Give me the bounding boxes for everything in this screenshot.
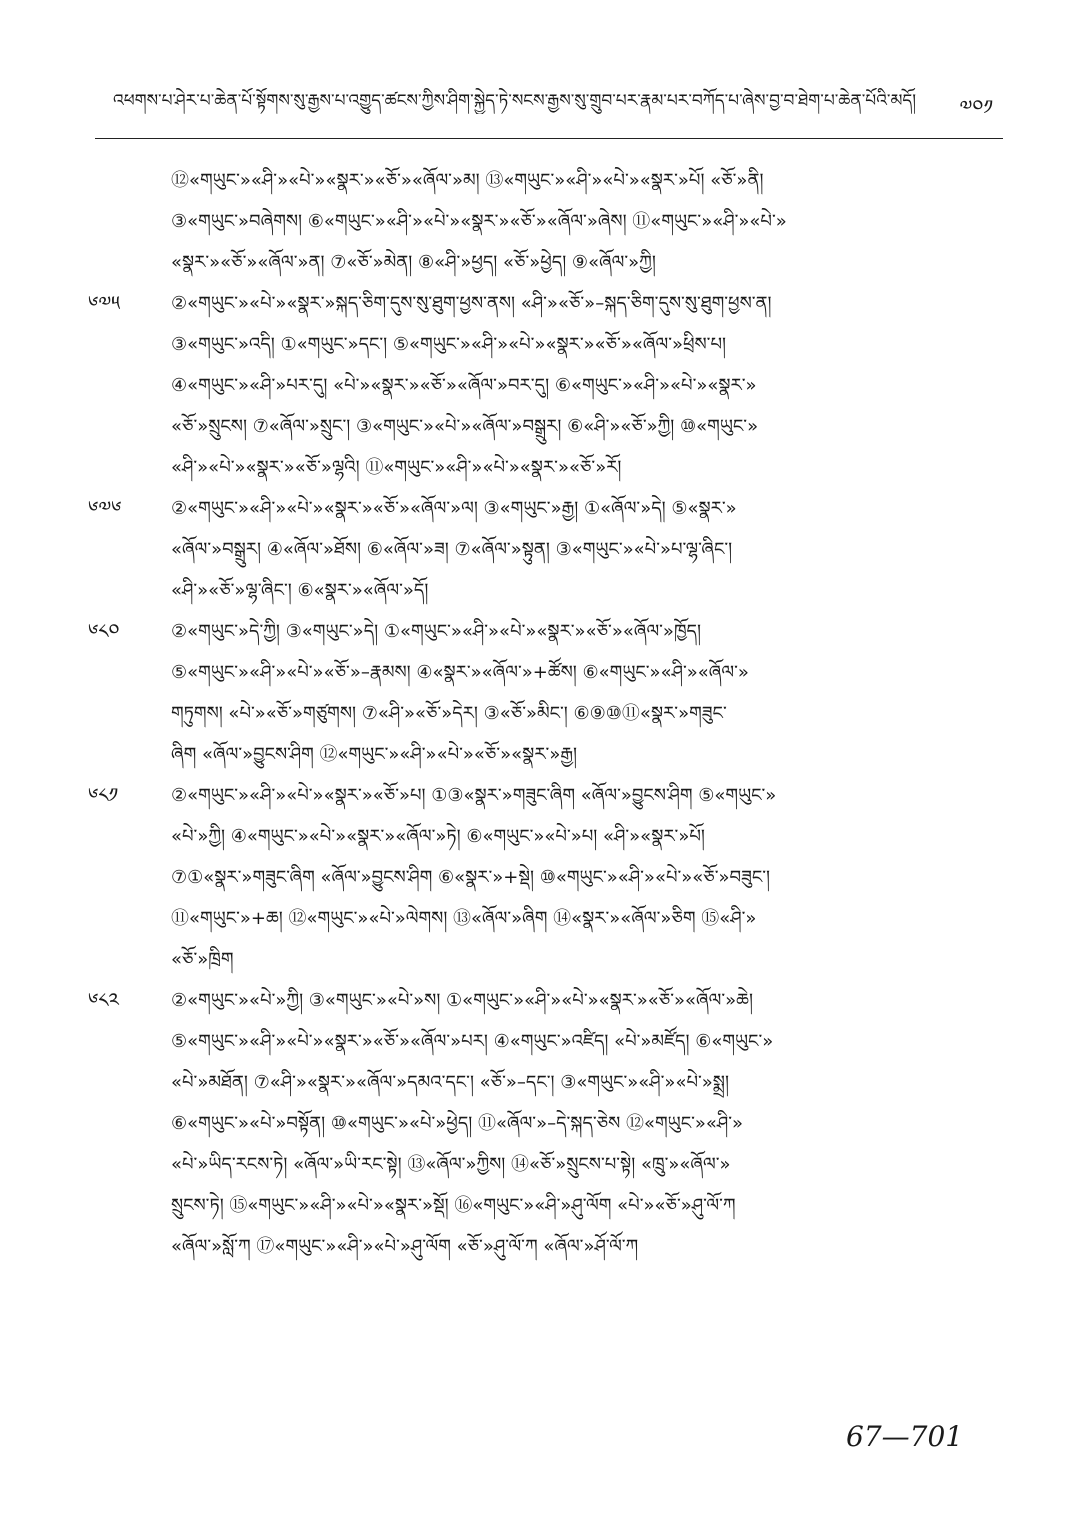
entry-line: ⑥«གཡུང་»«པེ་»བསྟོན། ⑩«གཡུང་»«པེ་»ཕྱེད། ⑪«ཞོལ་»–དེ་སྐད་ཅེས ⑫«གཡུང་»«ཤི་» — [171, 1113, 744, 1134]
header-rule — [95, 138, 1003, 139]
entry-number: ༦༧༥ — [88, 291, 121, 315]
entry-number: ༦༨༠ — [88, 619, 120, 643]
note-entry — [88, 980, 988, 1267]
entry-number: ༦༨༡ — [88, 783, 119, 807]
entry-line: སྲུངས་ཏེ། ⑮«གཡུང་»«ཤི་»«པེ་»«སྣར་»སྡོ། ⑯«གཡུང་»«ཤི་»ཤུ་ལོག «པེ་»«ཅོ་»ཤུ་ལོ་ཀ — [171, 1195, 736, 1216]
entry-number: ༦༨༢ — [88, 988, 119, 1012]
entry-line: «ཤི་»«པེ་»«སྣར་»«ཅོ་»ལྷའི། ⑪«གཡུང་»«ཤི་»«པེ་»«སྣར་»«ཅོ་»རོ། — [171, 457, 622, 478]
entry-number: ༦༧༦ — [88, 496, 122, 520]
entry-line: «ཅོ་»ཁྲིག — [171, 949, 234, 970]
entry-line: «ཤི་»«ཅོ་»ལྷ་ཞིང་། ⑥«སྣར་»«ཞོལ་»དོ། — [171, 580, 429, 601]
entry-line: ②«གཡུང་»«ཤི་»«པེ་»«སྣར་»«ཅོ་»«ཞོལ་»ལ། ③«གཡུང་»རྒྱ། ①«ཞོལ་»དེ། ⑤«སྣར་» — [171, 498, 737, 519]
entry-line: གཏུགས། «པེ་»«ཅོ་»གཙུགས། ⑦«ཤི་»«ཅོ་»དེར། ③«ཅོ་»མིང་། ⑥⑨⑩⑪«སྣར་»གཟུང་ — [171, 703, 727, 724]
entry-line: ⑪«གཡུང་»+ཆ། ⑫«གཡུང་»«པེ་»ལེགས། ⑬«ཞོལ་»ཞིག ⑭«སྣར་»«ཞོལ་»ཅིག ⑮«ཤི་» — [171, 908, 757, 929]
entry-line: ②«གཡུང་»«པེ་»ཀྱི། ③«གཡུང་»«པེ་»ས། ①«གཡུང་»«ཤི་»«པེ་»«སྣར་»«ཅོ་»«ཞོལ་»ཆེ། — [171, 990, 753, 1011]
header-page-number: ༧༠༡ — [959, 95, 993, 114]
entry-line: «ཞོལ་»བསྒྲུར། ④«ཞོལ་»ཐོས། ⑥«ཞོལ་»ཟ། ⑦«ཞོལ་»སྟུན། ③«གཡུང་»«པེ་»པ་ལྷ་ཞིང་། — [171, 539, 733, 560]
note-entry — [88, 775, 988, 980]
entry-line: ②«གཡུང་»དེ་ཀྱི། ③«གཡུང་»དེ། ①«གཡུང་»«ཤི་»«པེ་»«སྣར་»«ཅོ་»«ཞོལ་»ཁྱོད། — [171, 621, 701, 642]
entry-line: ②«གཡུང་»«ཤི་»«པེ་»«སྣར་»«ཅོ་»པ། ①③«སྣར་»གཟུང་ཞིག «ཞོལ་»བྱུངས་ཤིག ⑤«གཡུང་» — [171, 785, 777, 806]
entry-line: ⑤«གཡུང་»«ཤི་»«པེ་»«ཅོ་»–རྣམས། ④«སྣར་»«ཞོལ་»+ཚོས། ⑥«གཡུང་»«ཤི་»«ཞོལ་» — [171, 662, 749, 683]
entry-line: «པེ་»ཡིད་རངས་ཏེ། «ཞོལ་»ཡི་རང་སྟེ། ⑬«ཞོལ་»ཀྱིས། ⑭«ཅོ་»སྲུངས་པ་སྟེ། «ཁྲུ་»«ཞོལ་» — [171, 1154, 731, 1175]
note-entry — [88, 283, 988, 488]
entry-line: «པེ་»མཐོན། ⑦«ཤི་»«སྣར་»«ཞོལ་»དམའ་དང་། «ཅོ་»–དང་། ③«གཡུང་»«ཤི་»«པེ་»སྨྲ། — [171, 1072, 729, 1093]
entry-line: ②«གཡུང་»«པེ་»«སྣར་»སྐད་ཅིག་དུས་སུ་ཐུག་ཕྱས་ནས། «ཤི་»«ཅོ་»–སྐད་ཅིག་དུས་སུ་ཐུག་ཕྱས་ན། — [171, 293, 772, 314]
entry-line: ③«གཡུང་»འདི། ①«གཡུང་»དང་། ⑤«གཡུང་»«ཤི་»«པེ་»«སྣར་»«ཅོ་»«ཞོལ་»ཕྲིས་པ། — [171, 334, 726, 355]
entry-line: «ཅོ་»སྲུངས། ⑦«ཞོལ་»སྲུང་། ③«གཡུང་»«པེ་»«ཞོལ་»བསྒྲུར། ⑥«ཤི་»«ཅོ་»ཀྱི། ⑩«གཡུང་» — [171, 416, 759, 437]
note-entry — [88, 611, 988, 775]
entry-line: «ཞོལ་»སློ་ཀ ⑰«གཡུང་»«ཤི་»«པེ་»ཤུ་ལོག «ཅོ་»ཤུ་ལོ་ཀ «ཞོལ་»ཤོ་ལོ་ཀ — [171, 1236, 639, 1257]
entry-line: ⑫«གཡུང་»«ཤི་»«པེ་»«སྣར་»«ཅོ་»«ཞོལ་»མ། ⑬«གཡུང་»«ཤི་»«པེ་»«སྣར་»པོ། «ཅོ་»ནི། — [171, 170, 764, 191]
entry-line: ④«གཡུང་»«ཤི་»པར་དུ། «པེ་»«སྣར་»«ཅོ་»«ཞོལ་»བར་དུ། ⑥«གཡུང་»«ཤི་»«པེ་»«སྣར་» — [171, 375, 757, 396]
header-title: འཕགས་པ་ཤེར་པ་ཆེན་པོ་སྟོགས་སུ་རྒྱས་པ་འགྱུད་ཚངས་ཀྱིས་ཤིག་སྐྱེད་ཏེ་སངས་རྒྱས་སུ་གྲུབ་པར་རྣམ་པར་བཀོད་པ་ཞེས་བྱ་བ་ཐེག་པ་ཆེན་པོའི་མདོ། — [113, 91, 917, 111]
entry-line: ③«གཡུང་»བཞེགས། ⑥«གཡུང་»«ཤི་»«པེ་»«སྣར་»«ཅོ་»«ཞོལ་»ཞེས། ⑪«གཡུང་»«ཤི་»«པེ་» — [171, 211, 787, 232]
entry-line: «སྣར་»«ཅོ་»«ཞོལ་»ན། ⑦«ཅོ་»མེན། ⑧«ཤི་»ཕྱད། «ཅོ་»ཕྱེད། ⑨«ཞོལ་»ཀྱི། — [171, 252, 656, 273]
entry-line: ཞིག «ཞོལ་»བྱུངས་ཤིག ⑫«གཡུང་»«ཤི་»«པེ་»«ཅོ་»«སྣར་»རྒྱ། — [171, 744, 577, 765]
note-entry — [88, 488, 988, 611]
running-header — [113, 88, 993, 114]
page-folio: 67—701 — [846, 1420, 964, 1453]
apparatus-body — [88, 160, 988, 1267]
entry-line: ⑤«གཡུང་»«ཤི་»«པེ་»«སྣར་»«ཅོ་»«ཞོལ་»པར། ④«གཡུང་»འཛིད། «པེ་»མཛོད། ⑥«གཡུང་» — [171, 1031, 774, 1052]
note-entry — [88, 160, 988, 283]
entry-line: ⑦①«སྣར་»གཟུང་ཞིག «ཞོལ་»བྱུངས་ཤིག ⑥«སྣར་»+སྡེ། ⑩«གཡུང་»«ཤི་»«པེ་»«ཅོ་»བཟུང་། — [171, 867, 771, 888]
entry-line: «པེ་»ཀྱི། ④«གཡུང་»«པེ་»«སྣར་»«ཞོལ་»ཏེ། ⑥«གཡུང་»«པེ་»པ། «ཤི་»«སྣར་»པོ། — [171, 826, 705, 847]
